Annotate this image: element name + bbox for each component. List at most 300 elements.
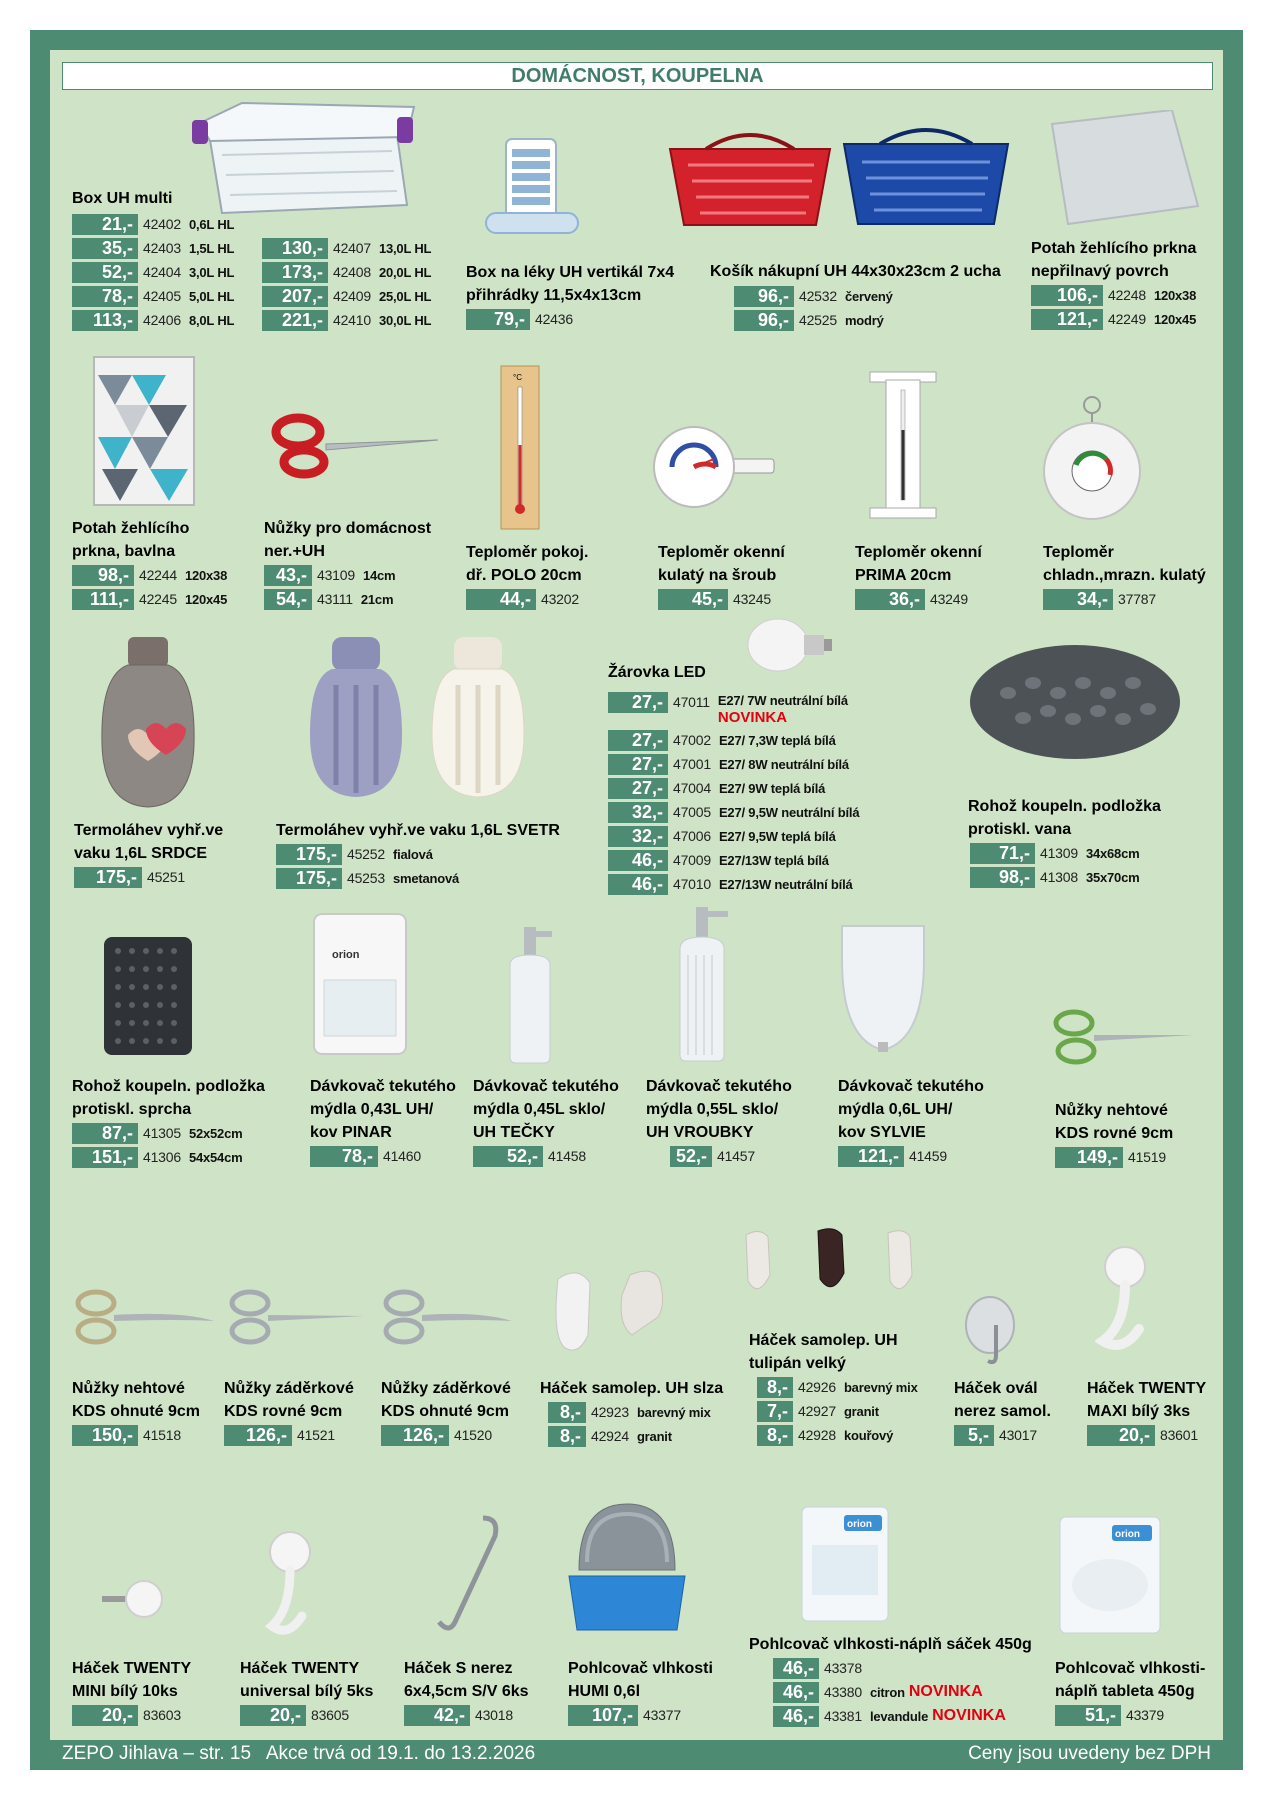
product-nail-scissors-curved <box>72 1377 200 1447</box>
product-soap-dispenser-dots <box>473 1075 619 1168</box>
price-tag: 45,- <box>658 589 728 610</box>
price-tag: 151,- <box>72 1147 138 1168</box>
product-title-line3: kov SYLVIE <box>838 1124 926 1141</box>
variant-label: 52x52cm <box>188 1125 243 1141</box>
product-code: 42926 <box>798 1379 836 1395</box>
price-tag: 106,- <box>1031 285 1103 306</box>
product-title-line2: KDS ohnuté 9cm <box>381 1403 510 1420</box>
product-title-line2: protiskl. vana <box>968 821 1072 838</box>
product-code: 42410 <box>333 312 371 328</box>
nail-scissors-curved-image <box>72 1285 217 1350</box>
price-tag: 121,- <box>838 1146 904 1167</box>
variant-label: červený <box>844 288 893 304</box>
product-code: 47002 <box>673 732 711 748</box>
variant-label: 30,0L HL <box>378 312 432 328</box>
variant-label: 120x45 <box>1153 311 1197 327</box>
variant-label: citron <box>869 1684 905 1700</box>
price-tag: 121,- <box>1031 309 1103 330</box>
twenty-maxi-hook-image <box>1095 1245 1155 1355</box>
novinka-badge: NOVINKA <box>908 1683 983 1700</box>
product-code: 42406 <box>143 312 181 328</box>
product-humidity-refill-tablet <box>1055 1657 1205 1727</box>
price-tag: 8,- <box>548 1426 586 1447</box>
product-code: 42923 <box>591 1404 629 1420</box>
price-tag: 107,- <box>568 1705 638 1726</box>
product-code: 43377 <box>643 1707 681 1723</box>
product-title-line2: mýdla 0,45L sklo/ <box>473 1101 606 1118</box>
price-tag: 43,- <box>264 565 312 586</box>
price-tag: 8,- <box>548 1402 586 1423</box>
product-title-line2: chladn.,mrazn. kulatý <box>1043 567 1206 584</box>
variant-label: 34x68cm <box>1085 845 1140 861</box>
price-tag: 5,- <box>954 1425 994 1446</box>
product-title-line2: HUMI 0,6l <box>568 1683 641 1700</box>
product-title: Termoláhev vyhř.ve vaku 1,6L SVETR <box>276 822 560 839</box>
variant-label: E27/13W neutrální bílá <box>718 876 853 892</box>
tulip-hook-image <box>738 1225 928 1300</box>
price-tag: 126,- <box>381 1425 449 1446</box>
product-title-line1: Termoláhev vyhř.ve <box>74 822 224 839</box>
product-code: 41460 <box>383 1148 421 1164</box>
box-uh-multi-prices-col2 <box>262 236 431 332</box>
product-title-line2: mýdla 0,55L sklo/ <box>646 1101 779 1118</box>
price-tag: 32,- <box>608 826 668 847</box>
product-cuticle-scissors-straight <box>224 1377 354 1447</box>
product-code: 42248 <box>1108 287 1146 303</box>
product-title-line2: mýdla 0,43L UH/ <box>310 1101 434 1118</box>
household-scissors-image <box>270 410 440 480</box>
product-twenty-hook-mini <box>72 1657 191 1727</box>
product-shopping-basket <box>710 260 1001 332</box>
product-code: 41457 <box>717 1148 755 1164</box>
product-title-line1: Nůžky pro domácnost <box>264 520 432 537</box>
product-title-line3: UH VROUBKY <box>646 1124 754 1141</box>
box-uh-multi-prices-col1 <box>72 212 234 332</box>
price-tag: 98,- <box>72 565 134 586</box>
product-title: Box UH multi <box>72 190 173 207</box>
product-title-line1: Háček ovál <box>954 1380 1038 1397</box>
product-title-line1: Nůžky nehtové <box>72 1380 185 1397</box>
adhesive-hook-drop-image <box>548 1265 683 1360</box>
orion-logo-text: orion <box>332 949 360 961</box>
variant-label: 0,6L HL <box>188 216 235 232</box>
price-tag: 20,- <box>1087 1425 1155 1446</box>
product-title-line2: nerez samol. <box>954 1403 1051 1420</box>
product-code: 42436 <box>535 311 573 327</box>
variant-label: 25,0L HL <box>378 288 432 304</box>
product-bath-mat-tub <box>968 795 1161 889</box>
product-title-line2: nepřilnavý povrch <box>1031 263 1169 280</box>
product-title-line1: Háček samolep. UH <box>749 1332 898 1349</box>
product-code: 37787 <box>1118 591 1156 607</box>
hot-water-bottle-sweater-cream-image <box>428 635 528 800</box>
product-code: 42407 <box>333 240 371 256</box>
product-shower-mat <box>72 1075 265 1169</box>
product-code: 43245 <box>733 591 771 607</box>
product-title-line2: mýdla 0,6L UH/ <box>838 1101 953 1118</box>
product-code: 83605 <box>311 1707 349 1723</box>
price-tag: 130,- <box>262 238 328 259</box>
product-code: 42408 <box>333 264 371 280</box>
shopping-basket-blue-image <box>840 122 1012 234</box>
product-round-window-thermometer <box>658 541 785 611</box>
product-title-line1: Háček S nerez <box>404 1660 513 1677</box>
product-title-line1: Rohož koupeln. podložka <box>72 1078 265 1095</box>
price-tag: 96,- <box>734 286 794 307</box>
variant-label: levandule <box>869 1708 929 1724</box>
price-tag: 149,- <box>1055 1147 1123 1168</box>
orion-logo-text: orion <box>1115 1529 1140 1540</box>
product-ironing-cover-nonstick <box>1031 237 1196 331</box>
variant-label: 20,0L HL <box>378 264 432 280</box>
product-code: 41519 <box>1128 1149 1166 1165</box>
product-adhesive-hook-drop <box>540 1377 723 1448</box>
product-title-line2: dř. POLO 20cm <box>466 567 582 584</box>
product-code: 41309 <box>1040 845 1078 861</box>
price-tag: 8,- <box>757 1377 793 1398</box>
product-code: 43249 <box>930 591 968 607</box>
price-tag: 42,- <box>404 1705 470 1726</box>
price-tag: 46,- <box>773 1706 819 1727</box>
product-code: 42245 <box>139 591 177 607</box>
novinka-badge: NOVINKA <box>932 1707 1006 1724</box>
shower-mat-square-image <box>102 935 194 1057</box>
pill-box-image <box>482 135 587 240</box>
product-title-line1: Dávkovač tekutého <box>838 1078 984 1095</box>
product-title-line3: kov PINAR <box>310 1124 392 1141</box>
variant-label: 120x38 <box>184 567 228 583</box>
price-tag: 113,- <box>72 310 138 331</box>
ironing-cover-cotton-image <box>92 355 197 507</box>
product-s-hook <box>404 1657 529 1727</box>
product-title-line2: 6x4,5cm S/V 6ks <box>404 1683 529 1700</box>
product-title-line1: Box na léky UH vertikál 7x4 <box>466 264 675 281</box>
product-code: 42402 <box>143 216 181 232</box>
product-title-line1: Nůžky nehtové <box>1055 1102 1168 1119</box>
price-tag: 98,- <box>970 867 1035 888</box>
prima-window-thermometer-image <box>868 370 938 520</box>
variant-label: 54x54cm <box>188 1149 243 1165</box>
price-tag: 87,- <box>72 1123 138 1144</box>
product-code: 41521 <box>297 1427 335 1443</box>
price-tag: 32,- <box>608 802 668 823</box>
price-tag: 46,- <box>773 1658 819 1679</box>
product-title-line2: vaku 1,6L SRDCE <box>74 845 208 862</box>
price-tag: 20,- <box>240 1705 306 1726</box>
product-title: Žárovka LED <box>608 664 706 681</box>
product-title-line1: Teploměr okenní <box>855 544 982 561</box>
product-code: 47006 <box>673 828 711 844</box>
fridge-thermometer-image <box>1040 395 1145 520</box>
product-title-line2: KDS rovné 9cm <box>224 1403 343 1420</box>
price-tag: 46,- <box>773 1682 819 1703</box>
product-title-line1: Pohlcovač vlhkosti <box>568 1660 713 1677</box>
variant-label: 14cm <box>362 567 396 583</box>
product-title-line1: Dávkovač tekutého <box>646 1078 792 1095</box>
variant-label: E27/ 8W neutrální bílá <box>718 756 849 772</box>
product-title-line2: ner.+UH <box>264 543 325 560</box>
product-hot-water-bottle-sweater <box>276 819 560 890</box>
variant-label: 8,0L HL <box>188 312 235 328</box>
product-title-line1: Rohož koupeln. podložka <box>968 798 1161 815</box>
price-tag: 173,- <box>262 262 328 283</box>
product-code: 41459 <box>909 1148 947 1164</box>
product-soap-dispenser-pinar <box>310 1075 456 1168</box>
product-twenty-hook-maxi <box>1087 1377 1206 1447</box>
product-pill-box <box>466 261 674 331</box>
orion-logo-text: orion <box>847 1519 872 1530</box>
product-code: 47010 <box>673 876 711 892</box>
product-code: 41518 <box>143 1427 181 1443</box>
product-code: 42244 <box>139 567 177 583</box>
price-tag: 54,- <box>264 589 312 610</box>
product-title-line2: MAXI bílý 3ks <box>1087 1403 1191 1420</box>
product-code: 42249 <box>1108 311 1146 327</box>
s-hook-image <box>425 1510 505 1635</box>
product-soap-dispenser-sylvie <box>838 1075 984 1168</box>
page-title: DOMÁCNOST, KOUPELNA <box>62 62 1213 90</box>
product-title-line1: Teploměr <box>1043 544 1114 561</box>
product-code: 47001 <box>673 756 711 772</box>
variant-label: 1,5L HL <box>188 240 235 256</box>
product-ironing-cover-cotton <box>72 517 227 611</box>
product-title-line1: Háček TWENTY <box>240 1660 360 1677</box>
product-code: 43381 <box>824 1708 862 1724</box>
bath-mat-oval-image <box>968 643 1183 761</box>
variant-label: granit <box>843 1403 879 1419</box>
product-code: 45251 <box>147 869 185 885</box>
variant-label: 120x45 <box>184 591 228 607</box>
price-tag: 175,- <box>276 844 342 865</box>
product-household-scissors <box>264 517 431 611</box>
variant-label: smetanová <box>392 870 460 886</box>
storage-box-image <box>192 95 422 220</box>
product-prima-thermometer <box>855 541 982 611</box>
product-twenty-hook-universal <box>240 1657 373 1727</box>
product-soap-dispenser-ribbed <box>646 1075 792 1168</box>
product-code: 43378 <box>824 1660 862 1676</box>
product-code: 43018 <box>475 1707 513 1723</box>
variant-label: E27/ 9W teplá bílá <box>718 780 826 796</box>
product-title-line2: kulatý na šroub <box>658 567 777 584</box>
product-box-uh-multi <box>72 187 172 210</box>
price-tag: 52,- <box>473 1146 543 1167</box>
product-title-line2: tulipán velký <box>749 1355 846 1372</box>
price-tag: 46,- <box>608 874 668 895</box>
footer-left: ZEPO Jihlava – str. 15 Akce trvá od 19.1. do 13.2.2026 <box>62 1743 536 1764</box>
cuticle-scissors-straight-image <box>226 1285 366 1350</box>
variant-label: 13,0L HL <box>378 240 432 256</box>
product-title-line2: protiskl. sprcha <box>72 1101 192 1118</box>
price-tag: 27,- <box>608 754 668 775</box>
product-title-line3: UH TEČKY <box>473 1124 555 1141</box>
product-humidity-absorber-humi <box>568 1657 713 1727</box>
product-oval-steel-hook <box>954 1377 1051 1447</box>
novinka-badge: NOVINKA <box>717 709 788 726</box>
variant-label: 120x38 <box>1153 287 1197 303</box>
price-tag: 36,- <box>855 589 925 610</box>
product-code: 83601 <box>1160 1427 1198 1443</box>
product-title-line1: Háček TWENTY <box>1087 1380 1207 1397</box>
product-title-line1: Háček TWENTY <box>72 1660 192 1677</box>
price-tag: 44,- <box>466 589 536 610</box>
product-fridge-thermometer <box>1043 541 1206 611</box>
price-tag: 20,- <box>72 1705 138 1726</box>
wooden-thermometer-image <box>500 365 540 530</box>
twenty-mini-hook-image <box>100 1578 165 1623</box>
cuticle-scissors-curved-image <box>380 1285 515 1350</box>
price-tag: 52,- <box>670 1146 712 1167</box>
product-code: 45253 <box>347 870 385 886</box>
product-title-line1: Nůžky záděrkové <box>381 1380 511 1397</box>
product-code: 41308 <box>1040 869 1078 885</box>
product-adhesive-hook-tulip <box>749 1329 918 1447</box>
price-tag: 27,- <box>608 778 668 799</box>
round-window-thermometer-image <box>652 425 777 515</box>
variant-label: E27/ 9,5W teplá bílá <box>718 828 836 844</box>
price-tag: 78,- <box>72 286 138 307</box>
product-title-line2: přihrádky 11,5x4x13cm <box>466 287 642 304</box>
ironing-cover-silver-image <box>1050 110 1200 225</box>
hot-water-bottle-heart-image <box>98 635 198 810</box>
celsius-symbol: °C <box>513 373 522 382</box>
variant-label: barevný mix <box>636 1404 711 1420</box>
variant-label: fialová <box>392 846 433 862</box>
product-code: 42409 <box>333 288 371 304</box>
price-tag: 52,- <box>72 262 138 283</box>
variant-label: kouřový <box>843 1427 894 1443</box>
variant-label: 21cm <box>360 591 394 607</box>
price-tag: 96,- <box>734 310 794 331</box>
product-title-line2: MINI bílý 10ks <box>72 1683 178 1700</box>
product-code: 43109 <box>317 567 355 583</box>
shopping-basket-red-image <box>666 125 834 237</box>
variant-label: E27/ 7,3W teplá bílá <box>718 732 836 748</box>
product-code: 83603 <box>143 1707 181 1723</box>
humidity-refill-tablet-image <box>1058 1515 1163 1635</box>
price-tag: 79,- <box>466 309 530 330</box>
product-code: 47004 <box>673 780 711 796</box>
soap-dispenser-sylvie-image <box>838 920 928 1055</box>
price-tag: 175,- <box>276 868 342 889</box>
variant-label: E27/ 9,5W neutrální bílá <box>718 804 860 820</box>
soap-dispenser-ribbed-image <box>668 905 738 1065</box>
variant-label: 35x70cm <box>1085 869 1140 885</box>
product-code: 42403 <box>143 240 181 256</box>
product-title-line2: náplň tableta 450g <box>1055 1683 1195 1700</box>
product-title-line2: KDS ohnuté 9cm <box>72 1403 201 1420</box>
product-title-line1: Potah žehlícího <box>72 520 190 537</box>
product-title-line1: Dávkovač tekutého <box>473 1078 619 1095</box>
price-tag: 35,- <box>72 238 138 259</box>
oval-steel-hook-image <box>962 1295 1022 1370</box>
price-tag: 27,- <box>608 692 668 713</box>
product-title: Pohlcovač vlhkosti-náplň sáček 450g <box>749 1636 1032 1653</box>
footer-right: Ceny jsou uvedeny bez DPH <box>968 1743 1211 1764</box>
product-title-line1: Pohlcovač vlhkosti- <box>1055 1660 1206 1677</box>
variant-label: E27/13W teplá bílá <box>718 852 829 868</box>
price-tag: 207,- <box>262 286 328 307</box>
product-code: 41306 <box>143 1149 181 1165</box>
price-tag: 126,- <box>224 1425 292 1446</box>
product-code: 47009 <box>673 852 711 868</box>
product-cuticle-scissors-curved <box>381 1377 511 1447</box>
price-tag: 34,- <box>1043 589 1113 610</box>
price-tag: 175,- <box>74 867 142 888</box>
variant-label: modrý <box>844 312 884 328</box>
product-title-line2: universal bílý 5ks <box>240 1683 374 1700</box>
led-bulb-price-list <box>608 692 859 896</box>
product-code: 43017 <box>999 1427 1037 1443</box>
product-title-line1: Potah žehlícího prkna <box>1031 240 1197 257</box>
variant-label: E27/ 7W neutrální bílá <box>717 693 848 708</box>
price-tag: 27,- <box>608 730 668 751</box>
price-tag: 7,- <box>757 1401 793 1422</box>
price-tag: 46,- <box>608 850 668 871</box>
product-code: 41305 <box>143 1125 181 1141</box>
product-code: 42928 <box>798 1427 836 1443</box>
price-tag: 8,- <box>757 1425 793 1446</box>
price-tag: 21,- <box>72 214 138 235</box>
twenty-universal-hook-image <box>262 1530 317 1640</box>
variant-label: 3,0L HL <box>188 264 235 280</box>
product-code: 41458 <box>548 1148 586 1164</box>
product-code: 43111 <box>317 591 353 607</box>
variant-label: 5,0L HL <box>188 288 235 304</box>
price-tag: 78,- <box>310 1146 378 1167</box>
soap-dispenser-dots-image <box>500 925 560 1065</box>
product-code: 45252 <box>347 846 385 862</box>
variant-label: barevný mix <box>843 1379 918 1395</box>
product-code: 42525 <box>799 312 837 328</box>
product-code: 43380 <box>824 1684 862 1700</box>
product-code: 42405 <box>143 288 181 304</box>
product-humidity-refill-sachet <box>749 1633 1032 1728</box>
nail-scissors-straight-image <box>1052 1005 1197 1070</box>
price-tag: 71,- <box>970 843 1035 864</box>
product-code: 42924 <box>591 1428 629 1444</box>
product-title-line1: Nůžky záděrkové <box>224 1380 354 1397</box>
product-title-line1: Teploměr pokoj. <box>466 544 589 561</box>
humidity-refill-sachet-image <box>800 1505 890 1623</box>
product-title-line2: prkna, bavlna <box>72 543 176 560</box>
product-title: Háček samolep. UH slza <box>540 1380 724 1397</box>
soap-dispenser-pinar-image <box>310 910 410 1060</box>
price-tag: 150,- <box>72 1425 138 1446</box>
product-title-line1: Dávkovač tekutého <box>310 1078 456 1095</box>
product-title-line2: KDS rovné 9cm <box>1055 1125 1174 1142</box>
product-hot-water-bottle-heart <box>74 819 223 889</box>
hot-water-bottle-sweater-violet-image <box>306 635 406 800</box>
humidity-absorber-humi-image <box>565 1500 690 1635</box>
product-code: 43379 <box>1126 1707 1164 1723</box>
product-title: Košík nákupní UH 44x30x23cm 2 ucha <box>710 263 1001 280</box>
product-room-thermometer <box>466 541 588 611</box>
product-nail-scissors-straight <box>1055 1099 1173 1169</box>
product-code: 41520 <box>454 1427 492 1443</box>
product-led-bulb <box>608 661 706 684</box>
led-bulb-image <box>744 615 834 675</box>
price-tag: 111,- <box>72 589 134 610</box>
product-code: 42532 <box>799 288 837 304</box>
product-title-line2: PRIMA 20cm <box>855 567 952 584</box>
product-code: 43202 <box>541 591 579 607</box>
product-code: 42404 <box>143 264 181 280</box>
product-code: 47011 <box>673 694 710 710</box>
price-tag: 51,- <box>1055 1705 1121 1726</box>
product-code: 42927 <box>798 1403 836 1419</box>
product-title-line1: Teploměr okenní <box>658 544 785 561</box>
